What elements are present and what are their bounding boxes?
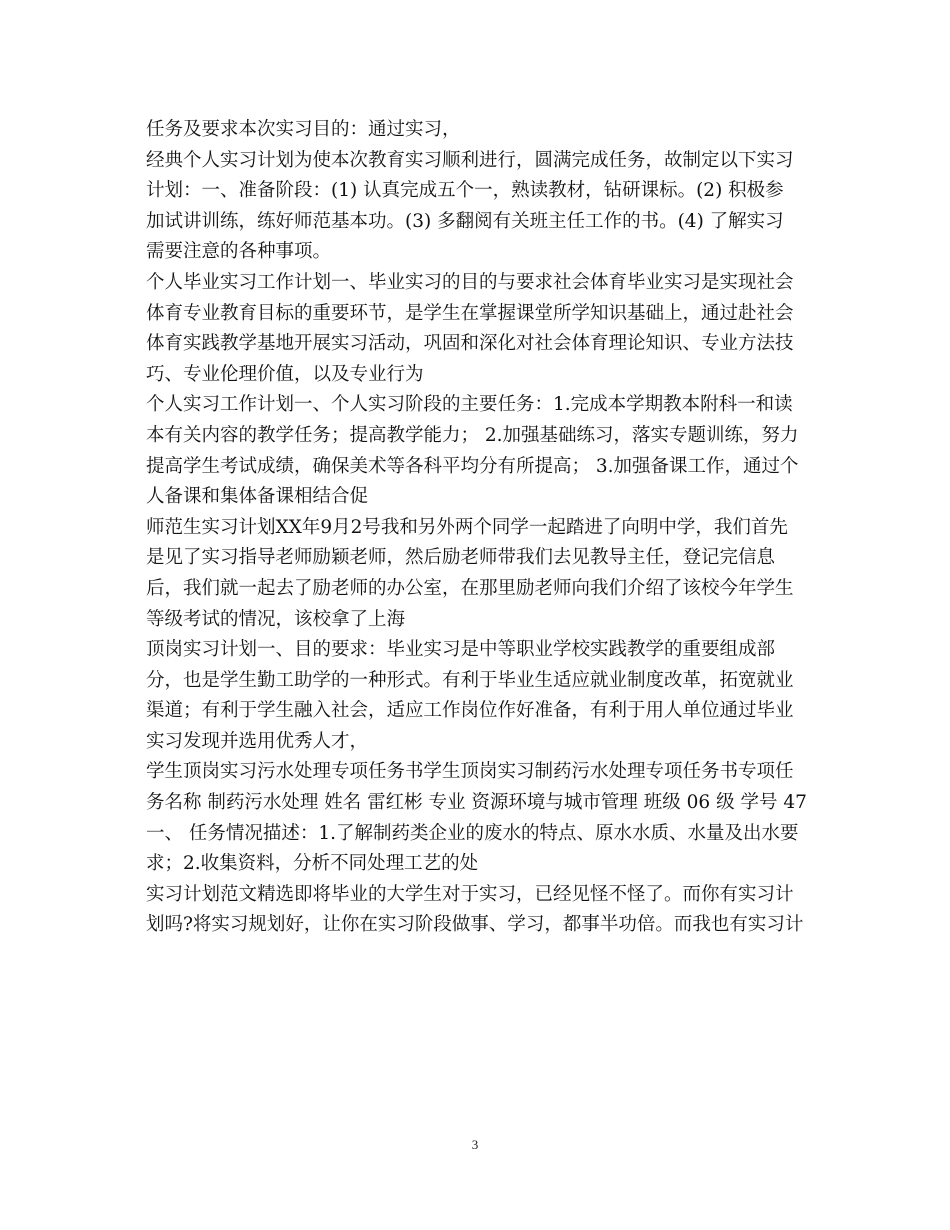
text-line: 任务及要求本次实习目的：通过实习，: [146, 119, 461, 140]
text-line: 顶岗实习计划一、目的要求：毕业实习是中等职业学校实践教学的重要组成部: [146, 639, 776, 661]
text-line: 师范生实习计划XX年9月2号我和另外两个同学一起踏进了向明中学，我们首先: [146, 516, 788, 538]
text-line: 实习发现并选用优秀人才，: [146, 730, 369, 752]
text-line: 渠道；有利于学生融入社会，适应工作岗位作好准备，有利于用人单位通过毕业: [146, 700, 794, 722]
text-line: 务名称 制药污水处理 姓名 雷红彬 专业 资源环境与城市管理 班级 06 级 学号 47: [146, 792, 807, 814]
text-line: 提高学生考试成绩，确保美术等各科平均分有所提高； 3.加强备课工作，通过个: [146, 455, 799, 477]
text-line: 个人实习工作计划一、个人实习阶段的主要任务：1.完成本学期教本附科一和读: [146, 394, 793, 416]
text-line: 本有关内容的教学任务；提高教学能力； 2.加强基础练习，落实专题训练，努力: [146, 424, 799, 446]
text-line: 学生顶岗实习污水处理专项任务书学生顶岗实习制药污水处理专项任务书专项任: [146, 761, 794, 783]
document-body: [146, 115, 806, 941]
text-line: 需要注意的各种事项。: [146, 241, 332, 263]
text-line: 体育实践教学基地开展实习活动，巩固和深化对社会体育理论知识、专业方法技: [146, 333, 794, 355]
text-line: 是见了实习指导老师励颖老师，然后励老师带我们去见教导主任，登记完信息: [146, 547, 776, 569]
text-line: 加试讲训练，练好师范基本功。(3) 多翻阅有关班主任工作的书。(4) 了解实习: [146, 210, 784, 232]
text-line: 经典个人实习计划为使本次教育实习顺利进行，圆满完成任务，故制定以下实习: [146, 149, 794, 171]
text-line: 巧、专业伦理价值，以及专业行为: [146, 363, 424, 385]
text-line: 等级考试的情况，该校拿了上海: [146, 608, 406, 630]
text-line: 后，我们就一起去了励老师的办公室，在那里励老师向我们介绍了该校今年学生: [146, 577, 794, 599]
text-line: 计划：一、准备阶段：(1) 认真完成五个一，熟读教材，钻研课标。(2) 积极参: [146, 180, 784, 202]
text-line: 个人毕业实习工作计划一、毕业实习的目的与要求社会体育毕业实习是实现社会: [146, 271, 794, 293]
text-line: 人备课和集体备课相结合促: [146, 486, 369, 508]
page-number: 3: [471, 1137, 479, 1152]
text-line: 求；2.收集资料，分析不同处理工艺的处: [146, 853, 479, 875]
text-line: 体育专业教育目标的重要环节，是学生在掌握课堂所学知识基础上，通过赴社会: [146, 302, 794, 324]
text-line: 划吗?将实习规划好，让你在实习阶段做事、学习，都事半功倍。而我也有实习计: [146, 914, 804, 936]
text-line: 实习计划范文精选即将毕业的大学生对于实习，已经见怪不怪了。而你有实习计: [146, 883, 794, 905]
text-line: 一、 任务情况描述：1.了解制药类企业的废水的特点、原水水质、水量及出水要: [146, 822, 799, 844]
text-line: 分，也是学生勤工助学的一种形式。有利于毕业生适应就业制度改革，拓宽就业: [146, 669, 794, 691]
